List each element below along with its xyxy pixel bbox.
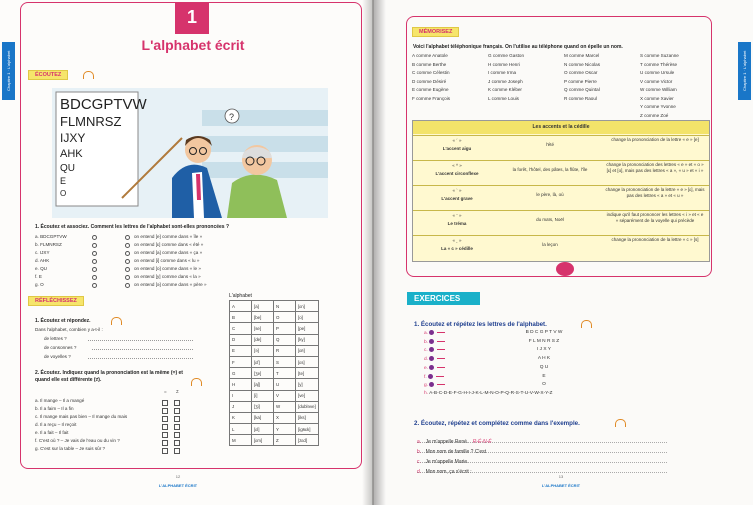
alphabet-cell: [ka] [252,412,274,423]
reflect-answer-line-2[interactable] [92,349,193,350]
ex2-item-a: a. Il mange – Il a mangé [35,398,85,403]
alphabet-cell: H [230,379,252,390]
ex1-line-letters: B D C G P T V W [525,330,563,335]
label-reflechissez: RÉFLÉCHISSEZ [28,296,84,306]
ex1-right-f: on entend [y] comme dans « la » [134,274,201,279]
alphabet-cell: [zɛd] [296,435,319,446]
accent-row [413,185,709,207]
phonetic-entry: I comme Irma [488,70,517,75]
svg-text:O: O [60,189,67,198]
phonetic-entry: Z comme Zoé [640,112,669,118]
alphabet-row [230,301,319,312]
reflect-title: 1. Écoutez et répondez. [35,318,91,324]
ex1-right-g: on entend [ə] comme dans « père » [134,282,207,287]
accent-rule: change la prononciation des lettres « e » et « o » [ɛ] et [o], mais pas des lettres « a », « u » et « i » [606,162,704,173]
reflect-intro: Dans l'alphabet, combien y a-t-il : [35,327,103,332]
ex2-line-text: Mon nom de famille ? C'est [425,449,487,455]
ex1-line [424,391,552,396]
ex2-line-label: d. [417,469,422,475]
ex1-dot-left-f[interactable] [92,275,97,280]
accent-name: La « c » cédille [441,246,473,251]
phonetic-entry: L comme Louis [488,95,519,101]
ex1-line-label: f. [424,374,427,380]
alphabet-row [230,412,319,423]
phonetic-entry: D comme Désiré [412,78,447,84]
alphabet-row [230,356,319,367]
phonetic-entry: F comme François [412,95,451,101]
arrow-icon [437,341,445,342]
ex2-line-label: c. [417,459,421,465]
accent-name: Le tréma [447,221,467,226]
phonetic-entry: Q comme Quintal [564,87,600,92]
phonetic-entry: E comme Eugène [412,87,449,92]
alphabet-row [230,334,319,345]
alphabet-cell: [ɛʀ] [296,345,319,356]
sound-icon[interactable] [428,374,433,379]
accent-example: du maïs, Noël [536,217,564,222]
ex2-line-text: Mon nom, ça s'écrit : [425,469,472,475]
alphabet-row [230,390,319,401]
accent-sign: « ¸ » [452,238,462,243]
headphones-icon[interactable] [615,419,626,427]
ex1-line-label: b. [424,339,429,345]
alphabet-cell: [ɛl] [252,424,274,435]
accent-name: L'accent circonflexe [435,171,479,176]
alphabet-cell: M [230,435,252,446]
accent-name: L'accent aigu [442,146,472,151]
ex1-line-letters: A-B-C-D-E-F-G-H-I-J-K-L-M-N-O-P-Q-R-S-T-U-V-W-X-Y-Z [429,390,553,396]
ex1-dot-left-g[interactable] [92,283,97,288]
phonetic-entry: T comme Thérèse [640,61,678,67]
svg-text:QU: QU [60,163,75,174]
accent-rule: change la prononciation de la lettre « e » [e] [611,137,699,142]
alphabet-cell: X [274,412,296,423]
svg-text:BDCGPTVW: BDCGPTVW [60,96,147,113]
ex1-dot-left-e[interactable] [92,267,97,272]
alphabet-cell: [ɛf] [252,356,274,367]
sound-icon[interactable] [429,382,434,387]
ex2-item-c: c. Il mange mais pas bien – Il mange du mais [35,414,128,419]
alphabet-cell: P [274,323,296,334]
phonetic-entry: U comme Ursule [640,70,675,75]
svg-text:E: E [60,176,67,186]
alphabet-cell: L [230,424,252,435]
exercices-banner: EXERCICES [407,292,480,305]
alphabet-cell: [o] [296,312,319,323]
decorative-shape [556,262,574,276]
accent-rule: change la prononciation de la lettre « e » [ɛ], mais pas des lettres « a » et « u » [605,187,705,198]
alphabet-cell: [igʀɛk] [296,424,319,435]
ex2-item-b: b. Il a faim – Il a fin [35,406,74,411]
sound-icon[interactable] [429,339,434,344]
alphabet-row [230,401,319,412]
accent-rule: change la prononciation de la lettre « c » [s] [611,237,699,242]
ex1-line [424,382,546,388]
ex1-dot-left-d[interactable] [92,259,97,264]
ex1-left-f: f. E [35,274,42,279]
phonetic-entry: H comme Henri [488,61,520,67]
ex1-right-a: on entend [e] comme dans « île » [134,234,203,239]
ex2-line-label: a. [417,439,422,445]
alphabet-cell: U [274,379,296,390]
accent-example: la forêt, l'hôtel, des pâtes, la flûte, l'île [512,167,588,172]
ex1-line-label: d. [424,356,429,362]
accent-sign: « ´ » [452,138,462,143]
ex2-line-answer[interactable]: R-É-N-É [472,439,492,445]
alphabet-cell: [de] [252,334,274,345]
alphabet-cell: [i] [252,390,274,401]
ex1-dot-left-c[interactable] [92,251,97,256]
phonetic-entry: Y comme Yvonne [640,104,676,109]
ex2-item-g: g. C'est sur la table – Je suis sûr ? [35,446,106,451]
svg-text:FLMNRSZ: FLMNRSZ [60,114,122,129]
left-page-number: 12 [175,474,181,479]
alphabet-cell: [pe] [296,323,319,334]
alphabet-cell: K [230,412,252,423]
alphabet-cell: [se] [252,323,274,334]
alphabet-cell: B [230,312,252,323]
accent-row [413,235,709,257]
ex1-line [424,330,563,336]
alphabet-table [229,300,319,446]
accent-sign: « ¨ » [452,213,462,218]
phonetic-entry: X comme Xavier [640,95,674,101]
arrow-icon [437,358,445,359]
phonetic-entry: J comme Joseph [488,78,523,84]
alphabet-cell: [te] [296,368,319,379]
ex1-dot-right-e[interactable] [125,267,130,272]
ex1-right-e: on entend [o] comme dans « le » [134,266,201,271]
alphabet-cell: [dublәve] [296,401,319,412]
ex2-line-text: Je m'appelle René. [425,439,469,445]
ex1-dot-right-g[interactable] [125,283,130,288]
alphabet-cell: I [230,390,252,401]
ex2-symbol-diff: ≠ [176,389,179,394]
accents-title: Les accents et la cédille [413,121,709,134]
ex1-dot-right-b[interactable] [125,243,130,248]
alphabet-cell: [ky] [296,334,319,345]
ex2-checkboxes [160,398,190,454]
alphabet-cell: E [230,345,252,356]
alphabet-row [230,424,319,435]
phonetic-entry: B comme Berthe [412,61,447,67]
ex1-line-letters: Q U [539,364,549,370]
memo-intro: Voici l'alphabet téléphonique français. On l'utilise au téléphone quand on épelle un nom. [413,44,623,50]
alphabet-row [230,312,319,323]
arrow-icon [436,376,444,377]
alphabet-cell: [iks] [296,412,319,423]
alphabet-cell: W [274,401,296,412]
phonetic-entry: N comme Nicolas [564,61,600,67]
ex1-line-label: g. [424,382,429,388]
ex1-line [424,338,560,345]
phonetic-entry: M comme Marcel [564,53,600,58]
ex2-item-d: d. Il a reçu – Il reçoit [35,422,77,427]
alphabet-cell: [ʒi] [252,401,274,412]
right-side-tab: Chapitre 1 · L'alphabet [738,42,751,100]
ex1-line-label: c. [424,348,428,354]
reflect-item-3: de voyelles ? [44,354,71,359]
reflect-answer-line-1[interactable] [88,340,193,341]
right-footer: L'ALPHABET ÉCRIT [541,483,581,488]
accent-rule: indique qu'il faut prononcer les lettres « i » et « e » séparément de la voyelle qui précède [606,212,704,223]
alphabet-cell: R [274,345,296,356]
ex2-right-title: 2. Écoutez, répétez et complétez comme dans l'exemple. [414,420,580,427]
accent-row [413,135,709,157]
ex2-line-text: Je m'appelle Marie. [425,459,469,465]
ex1-dot-right-a[interactable] [125,235,130,240]
ex1-dot-right-c[interactable] [125,251,130,256]
alphabet-cell: [aʃ] [252,379,274,390]
alphabet-cell: [be] [252,312,274,323]
phonetic-entry: R comme Raoul [564,95,597,101]
ex1-left-b: b. FLMNRSZ [35,242,62,247]
reflect-item-1: de lettres ? [44,336,67,341]
ex1-right-b: on entend [ɛ] comme dans « été » [134,242,204,247]
right-page-number: 13 [558,474,564,479]
ex1-left-c: c. IJXY [35,250,50,255]
alphabet-cell: N [274,301,296,312]
ex1-line-letters: F L M N R S Z [528,338,560,344]
accent-example: le père, là, où [536,192,564,197]
alphabet-cell: [ɛm] [252,435,274,446]
alphabet-cell: D [230,334,252,345]
reflect-answer-line-3[interactable] [88,358,193,359]
ex1-line-letters: I J X Y [536,347,552,353]
alphabet-cell: Q [274,334,296,345]
alphabet-cell: [a] [252,301,274,312]
chapter-number: 1 [175,2,209,34]
alphabet-row [230,368,319,379]
left-footer: L'ALPHABET ÉCRIT [158,483,198,488]
ex1-left-g: g. O [35,282,44,287]
ex1-dot-left-a[interactable] [92,235,97,240]
alphabet-cell: V [274,390,296,401]
alphabet-cell: [ɛn] [296,301,319,312]
sound-icon[interactable] [429,330,434,335]
headphones-icon[interactable] [191,378,202,386]
accent-sign: « ^ » [452,163,462,168]
ex1-line-label: h. [424,390,429,396]
arrow-icon [437,349,445,350]
alphabet-cell: [y] [296,379,319,390]
exercise1-title: 1. Écoutez et associez. Comment les lettres de l'alphabet sont-elles prononcées ? [35,224,230,230]
ex2-checkbox[interactable] [174,448,180,454]
ex1-dot-left-b[interactable] [92,243,97,248]
arrow-icon [437,384,445,385]
ex2-item-f: f. C'est où ? – Je vais de l'eau ou du vin ? [35,438,120,443]
svg-text:?: ? [229,112,235,122]
ex1-right-c: on entend [a] comme dans « ça » [134,250,203,255]
ex1-line-letters: O [542,382,546,388]
headphones-icon[interactable] [83,71,94,79]
ex2-checkbox[interactable] [162,448,168,454]
ex1-line [424,356,551,362]
ex1-right-d: on entend [i] comme dans « lu » [134,258,200,263]
accent-row [413,210,709,232]
ex1-right-title: 1. Écoutez et répétez les lettres de l'alphabet. [414,321,547,328]
ex2-symbol-equal: = [164,389,167,394]
accent-name: L'accent grave [441,196,473,201]
reflect-item-2: de consonnes ? [44,345,77,350]
alphabet-cell: F [230,356,252,367]
ex1-line [424,347,552,354]
phonetic-entry: C comme Célestin [412,70,450,75]
alphabet-row [230,323,319,334]
alphabet-cell: Z [274,435,296,446]
alphabet-row [230,379,319,390]
alphabet-cell: S [274,356,296,367]
accent-example: l'été [545,142,555,147]
ex1-dot-right-f[interactable] [125,275,130,280]
alphabet-cell: [ʒe] [252,368,274,379]
headphones-icon[interactable] [581,320,592,328]
phonetic-entry: G comme Gaston [488,53,524,58]
phonetic-entry: W comme William [640,87,677,92]
ex1-left-e: e. QU [35,266,47,271]
ex1-line-letters: E [542,373,546,379]
alphabet-heading: L'alphabet [229,293,252,299]
ex1-line [424,364,549,371]
ex1-dot-right-d[interactable] [125,259,130,264]
page-title: L'alphabet écrit [141,37,245,53]
ex1-line-label: e. [424,365,429,371]
ex2-line[interactable] [417,460,667,473]
alphabet-row [230,435,319,446]
headphones-icon[interactable] [111,317,122,325]
phonetic-entry: P comme Pierre [564,78,597,84]
alphabet-cell: G [230,368,252,379]
alphabet-cell: C [230,323,252,334]
sound-icon[interactable] [429,365,434,370]
alphabet-cell: [ə] [252,345,274,356]
alphabet-cell: Y [274,424,296,435]
phonetic-entry: S comme Suzanne [640,53,679,58]
accents-table [412,120,710,262]
phonetic-entry: K comme Kléber [488,87,522,92]
book-gutter [362,0,386,505]
svg-text:AHK: AHK [60,148,83,160]
alphabet-cell: [ɛs] [296,356,319,367]
alphabet-cell: J [230,401,252,412]
alphabet-row [230,345,319,356]
alphabet-cell: [ve] [296,390,319,401]
arrow-icon [437,367,445,368]
ex1-line [424,373,546,380]
accent-example: la leçon [542,242,558,247]
exercise2-title: 2. Écoutez. Indiquez quand la prononciation est la même (=) et quand elle est différente (≠). [35,370,183,383]
svg-text:IJXY: IJXY [60,131,86,145]
ex2-line-label: b. [417,449,422,455]
phonetic-entry: O comme Oscar [564,70,598,75]
arrow-icon [437,332,445,333]
ex2-item-e: e. Il a fait – Il fait [35,430,69,435]
label-ecoutez: ÉCOUTEZ [28,70,68,80]
left-side-tab: Chapitre 1 · L'alphabet [2,42,15,100]
alphabet-cell: A [230,301,252,312]
phonetic-entry: V comme Victor [640,78,673,84]
sound-icon[interactable] [429,356,434,361]
ex1-left-d: d. AHK [35,258,50,263]
label-memorisez: MÉMORISEZ [412,27,459,37]
ex1-left-a: a. BDCGPTVW [35,234,67,239]
sound-icon[interactable] [429,347,434,352]
ex1-line-letters: A H K [537,356,551,362]
phonetic-entry: A comme Anatole [412,53,448,58]
alphabet-cell: T [274,368,296,379]
accent-row [413,160,709,182]
eye-chart-illustration [52,88,328,218]
accent-sign: « ` » [452,188,462,193]
ex1-line-label: a. [424,330,429,336]
alphabet-cell: O [274,312,296,323]
